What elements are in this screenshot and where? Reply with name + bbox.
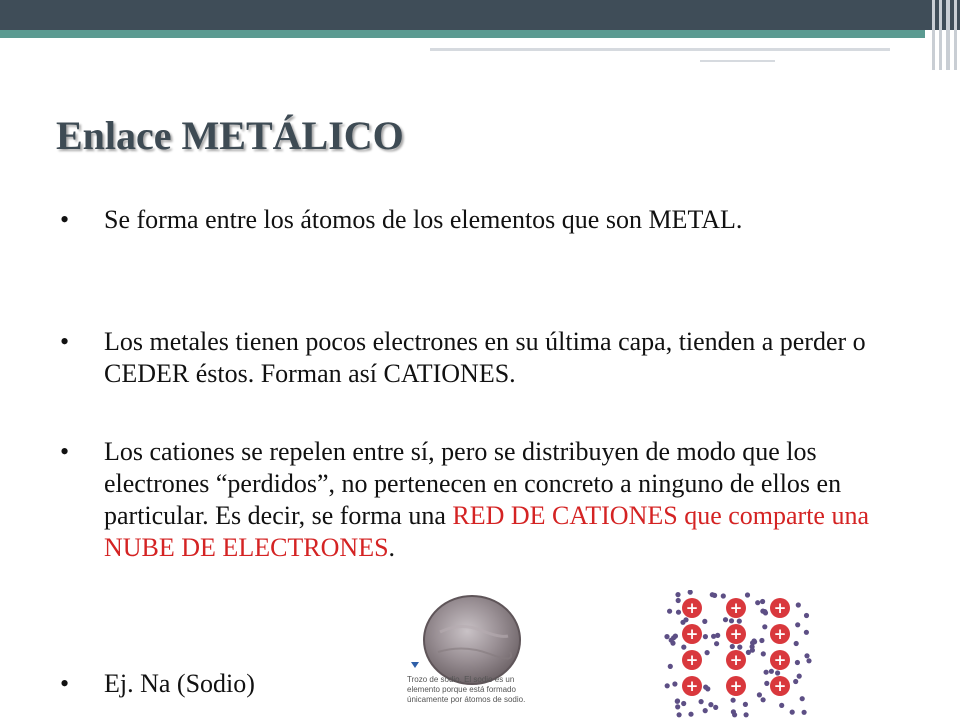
cation-sign: + bbox=[729, 625, 743, 643]
cation-sign: + bbox=[685, 651, 699, 669]
electron-dot bbox=[667, 609, 672, 614]
header-accent-bar bbox=[0, 30, 925, 38]
cation-sign: + bbox=[773, 651, 787, 669]
electron-dot bbox=[761, 697, 766, 702]
electron-dot bbox=[806, 658, 811, 663]
electron-dot bbox=[804, 613, 809, 618]
electron-dot bbox=[664, 634, 669, 639]
electron-dot bbox=[750, 648, 755, 653]
electron-dot bbox=[668, 664, 673, 669]
electron-dot bbox=[743, 702, 748, 707]
cation-sign: + bbox=[685, 677, 699, 695]
electron-dot bbox=[675, 699, 680, 704]
cation-sign: + bbox=[729, 599, 743, 617]
electron-dot bbox=[762, 624, 767, 629]
electron-dot bbox=[681, 701, 686, 706]
electron-dot bbox=[672, 681, 677, 686]
bullet-2-text: Los metales tienen pocos electrones en su última capa, tienden a perder o CEDER éstos. Forman así CATIONES. bbox=[104, 327, 866, 388]
electron-dot bbox=[802, 710, 807, 715]
electron-dot bbox=[797, 674, 802, 679]
electron-dot bbox=[721, 593, 726, 598]
electron-dot bbox=[794, 641, 799, 646]
cation-sign: + bbox=[685, 625, 699, 643]
electron-dot bbox=[744, 712, 749, 717]
electron-dot bbox=[796, 602, 801, 607]
electron-dot bbox=[763, 610, 768, 615]
cation-sign: + bbox=[773, 599, 787, 617]
electron-dot bbox=[676, 610, 681, 615]
electron-dot bbox=[729, 618, 734, 623]
electron-dot bbox=[790, 710, 795, 715]
electron-dot bbox=[737, 619, 742, 624]
electron-dot bbox=[711, 634, 716, 639]
electron-dot bbox=[688, 590, 693, 595]
electron-dot bbox=[703, 708, 708, 713]
sodium-sample-image bbox=[420, 592, 524, 688]
electron-dot bbox=[804, 653, 809, 658]
electron-dot bbox=[804, 630, 809, 635]
electron-dot bbox=[730, 644, 735, 649]
electron-dot bbox=[723, 617, 728, 622]
caption-marker-icon bbox=[411, 662, 419, 668]
electron-dot bbox=[702, 619, 707, 624]
electron-dot bbox=[779, 703, 784, 708]
electron-dot bbox=[683, 617, 688, 622]
electron-dot bbox=[769, 669, 774, 674]
electron-dot bbox=[745, 592, 750, 597]
electron-dot bbox=[755, 600, 760, 605]
bullet-marker: • bbox=[60, 669, 70, 698]
bullet-marker: • bbox=[60, 205, 70, 234]
electron-dot bbox=[752, 638, 757, 643]
electron-dot bbox=[675, 704, 680, 709]
bullet-marker: • bbox=[60, 437, 70, 466]
electron-dot bbox=[732, 712, 737, 717]
electron-dot bbox=[757, 692, 762, 697]
bullet-3-highlight: RED DE CATIONES que comparte una NUBE DE ELECTRONES bbox=[104, 501, 870, 562]
electron-dot bbox=[761, 651, 766, 656]
electron-dot bbox=[714, 641, 719, 646]
bullet-3-text-after: . bbox=[388, 533, 396, 562]
electron-dot bbox=[681, 645, 686, 650]
cation-sign: + bbox=[773, 625, 787, 643]
electron-dot bbox=[712, 593, 717, 598]
cation-sign: + bbox=[773, 677, 787, 695]
electron-dot bbox=[703, 685, 708, 690]
electron-dot bbox=[676, 598, 681, 603]
cation-sign: + bbox=[685, 599, 699, 617]
bullet-1-text: Se forma entre los átomos de los elementos que son METAL. bbox=[104, 205, 743, 234]
electron-dot bbox=[795, 622, 800, 627]
slide-title: Enlace METÁLICO bbox=[56, 113, 404, 158]
electron-dot bbox=[795, 660, 800, 665]
electron-dot bbox=[764, 681, 769, 686]
electron-dot bbox=[688, 712, 693, 717]
metallic-lattice-diagram bbox=[662, 590, 817, 718]
header-rule bbox=[430, 48, 890, 51]
cation-sign: + bbox=[729, 677, 743, 695]
electron-dot bbox=[703, 634, 708, 639]
electron-dot bbox=[699, 699, 704, 704]
bullet-3-text-before: Los cationes se repelen entre sí, pero se distribuyen de modo que los electrones “perdidos”, no pertenecen en concreto a ninguno de ellos en particular. Es decir, se forma una bbox=[104, 437, 842, 530]
electron-dot bbox=[705, 650, 710, 655]
electron-dot bbox=[764, 670, 769, 675]
header-bar bbox=[0, 0, 960, 30]
electron-dot bbox=[665, 683, 670, 688]
electron-dot bbox=[669, 638, 674, 643]
cation-sign: + bbox=[729, 651, 743, 669]
electron-dot bbox=[775, 670, 780, 675]
electron-dot bbox=[731, 698, 736, 703]
electron-dot bbox=[737, 645, 742, 650]
figure-caption: Trozo de sodio. El sodio es un elemento porque está formado únicamente por átomos de sodio. bbox=[407, 675, 526, 704]
electron-dot bbox=[708, 702, 713, 707]
electron-dot bbox=[800, 696, 805, 701]
electron-dot bbox=[713, 705, 718, 710]
bullet-3-text bbox=[104, 436, 924, 564]
electron-dot bbox=[793, 679, 798, 684]
bullet-4-text: Ej. Na (Sodio) bbox=[104, 669, 255, 698]
electron-dot bbox=[675, 592, 680, 597]
electron-dot bbox=[677, 712, 682, 717]
corner-decoration bbox=[928, 0, 960, 70]
header-rule-short bbox=[700, 60, 775, 62]
electron-dot bbox=[760, 599, 765, 604]
electron-dot bbox=[759, 638, 764, 643]
bullet-marker: • bbox=[60, 327, 70, 356]
